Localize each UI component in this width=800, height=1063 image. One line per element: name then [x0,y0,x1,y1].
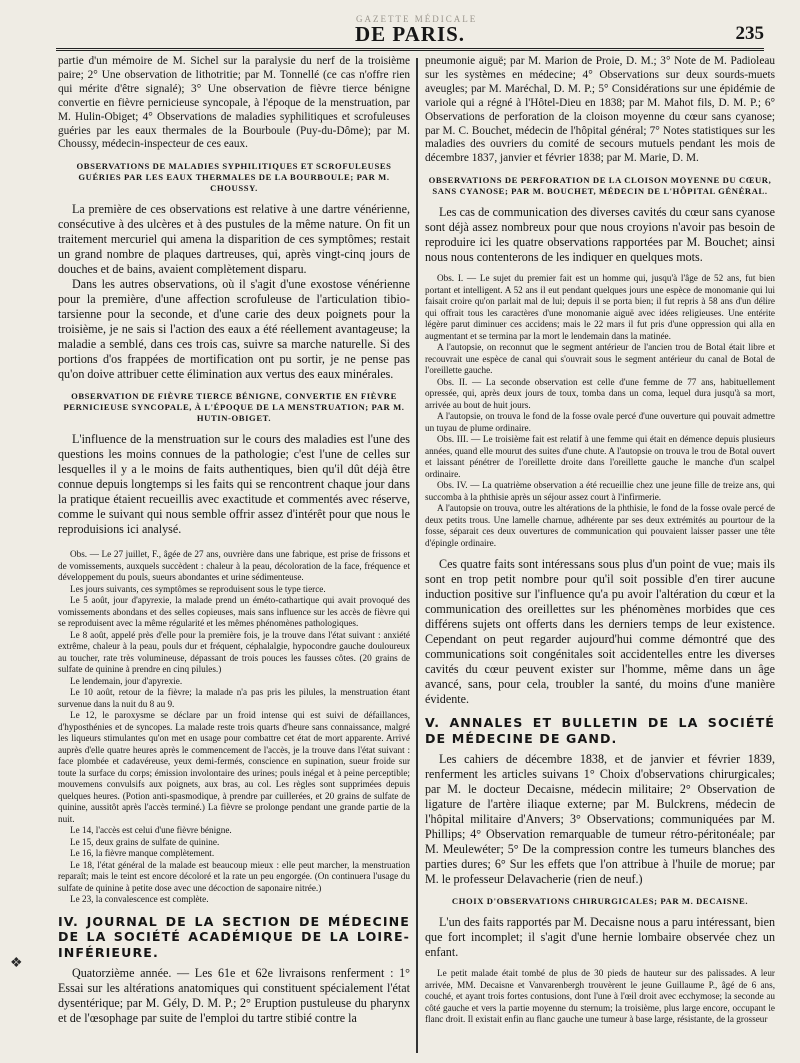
case-note: Le lendemain, jour d'apyrexie. [70,675,183,686]
paragraph: Ces quatre faits sont intéressans sous plus d'un point de vue; mais ils sont en trop petit nombre pour qu'il soit possible d'en tirer aucune induction positive sur l'influence qu'a pu avoir l'altération du cœur et la communication des oreillettes sur les phénomènes morbides que ces différens sujets ont offerts dans les derniers temps de leur existence. Cependant on peut regarder aujourd'hui comme démontré que des communications soit congénitales soit accidentelles entre les diverses cavités du cœur peuvent exister sur l'homme, même dans un âge avancé, sans, pour cela, troubler la santé, du moins d'une manière évidente. [425,557,775,707]
case-note: Le 18, l'état général de la malade est beaucoup mieux : elle peut marcher, la menstruation reparaît; mais le teint est encore décoloré et la rate un peu engorgée. (On continuera l'usage du sulfate de quinine à petite dose avec une décoction de saponaire nitrée.) [58,859,410,893]
column-divider [416,58,418,1053]
running-title-faint: GAZETTE MÉDICALE [356,14,478,24]
case-note: Le 16, la fièvre manque complètement. [70,848,215,859]
article-heading: OBSERVATIONS DE PERFORATION DE LA CLOISON MOYENNE DU CŒUR, SANS CYANOSE; PAR M. BOUCHET, MÉDECIN DE L'HÔPITAL GÉNÉRAL. [428,175,772,197]
case-note: Obs. — Le 27 juillet, F., âgée de 27 ans, ouvrière dans une fabrique, est prise de frissons et de vomissements, auxquels succèdent : chaleur à la peau, décoloration de la face, fréquence et développement du pouls, sueurs abondantes et urine sédimenteuse. [58,549,410,583]
paragraph: La première de ces observations est relative à une dartre vénérienne, consécutive à des ulcères et à des pustules de la même nature. On fit un traitement mercuriel qui amena la disparition de ces symptômes; restait un grand nombre de plaques dartreuses, qui, après vingt-cinq jours de douches et de bains, avaient complètement disparu. [58,202,410,277]
paragraph: Les cas de communication des diverses cavités du cœur sans cyanose sont déjà assez nombreux pour que nous croyions n'avoir pas besoin de reproduire ici les quatre observations rapportées par M. Bouchet; ainsi nous nous contenterons de les indiquer en quelques mots. [425,205,775,265]
case-note: Obs. III. — Le troisième fait est relatif à une femme qui était en démence depuis plusieurs années, quand elle mourut des suites d'une chute. A l'autopsie on trouva le trou de Botal ouvert et laissant pénétrer de l'oreillette droite dans l'oreillette gauche le manche d'un scalpel ordinaire. [425,434,775,479]
case-note: A l'autopsie on trouva, outre les altérations de la phthisie, le fond de la fosse ovale percé de deux petits trous. Une lamelle charnue, adhérente par ses deux extrémités au pourtour de la fosse, séparait ces deux ouvertures de communication qui pouvaient laisser passer une tête d'épingle ordinaire. [425,503,775,548]
margin-ornament-icon: ❖ [10,956,23,971]
section-title: V. ANNALES ET BULLETIN DE LA SOCIÉTÉ DE MÉDECINE DE GAND. [425,715,775,746]
paragraph: pneumonie aiguë; par M. Marion de Proie, D. M.; 3° Note de M. Padioleau sur les systèmes en médecine; 4° Observations sur deux sourds-muets aveugles; par M. Maréchal, D. M. P.; 5° Considérations sur une épidémie de variole qui a régné à l'Hôtel-Dieu en 1838; par M. Mahot fils, D. M. P.; 6° Observations de perforation de la cloison moyenne du cœur sans cyanose; par M. C. Bouchet, médecin de l'hôpital général; 7° Notes statistiques sur les maladies des ouvriers du comité de secours mutuels pendant les mois de décembre 1837, janvier et février 1838; par M. Marie, D. M. [425,55,775,165]
page-number: 235 [735,23,764,44]
article-heading: CHOIX D'OBSERVATIONS CHIRURGICALES; PAR M. DECAISNE. [451,896,749,907]
paragraph: partie d'un mémoire de M. Sichel sur la paralysie du nerf de la troisième paire; 2° Une observation de lithotritie; par M. Tonnellé (ce cas n'offre rien qui mérite d'être signalé); 3° Une observation de fièvre tierce bénigne convertie en fièvre pernicieuse syncopale, à l'époque de la menstruation, par M. Hulin-Obiget; 4° Observations de maladies syphilitiques et scrofuleuses guéries par les eaux thermales de la Bourboule (Puy-du-Dôme); par M. Choussy, médecin-inspecteur de ces eaux. [58,55,410,151]
case-note: Le petit malade était tombé de plus de 30 pieds de hauteur sur des palissades. A leur arrivée, MM. Decaisne et Vanvarenbergh trouvèrent le jeune Guillaume P., âgé de 6 ans, couché, et ayant trois fortes contusions, dont l'une à l'œil droit avec ecchymose; la seconde au côté gauche et vers la partie moyenne du sternum; la troisième, plus large encore, occupant le flanc droit. Il existait enfin au flanc gauche une tumeur à base large, résistante, de la grosseur [425,968,775,1025]
case-note: Le 23, la convalescence est complète. [70,894,209,905]
case-note: Le 12, le paroxysme se déclare par un froid intense qui est suivi de défaillances, d'hyposthénies et de syncopes. La malade reste trois quarts d'heure sans connaissance, malgré les liqueurs stimulantes qu'on met en usage pour combattre cet état de mort apparente. Arrivé auprès d'elle quatre heures après le commencement de l'accès, je la trouve dans l'état suivant : face plombée et cadavéreuse, yeux demi-fermés, conscience en supination, sueur froide sur toute la surface du corps; émission involontaire des urines; pouls inégal et à peine perceptible; mouvemens convulsifs aux poignets, aux bras, au col. Les règles sont supprimées depuis quelques heures. (Potion anti-spasmodique, à prendre par cuillerées, et 20 grains de sulfate de quinine, aussitôt après l'accès terminé.) La fièvre se prolonge pendant une grande partie de la nuit. [58,710,410,824]
page-title: DE PARIS. [354,22,466,46]
case-note: Le 10 août, retour de la fièvre; la malade n'a pas pris les pilules, la menstruation étant survenue dans la nuit du 8 au 9. [58,687,410,709]
article-heading: OBSERVATION DE FIÈVRE TIERCE BÉNIGNE, CONVERTIE EN FIÈVRE PERNICIEUSE SYNCOPALE, À L'ÉPOQUE DE LA MENSTRUATION; PAR M. HUTIN-OBIGET. [63,391,405,424]
paragraph: Les cahiers de décembre 1838, et de janvier et février 1839, renferment les articles suivans 1° Choix d'observations chirurgicales; par M. le docteur Decaisne, médecin militaire; 2° Observation de ligature de l'artère iliaque externe; par M. Bulckrens, médecin de l'hôpital militaire d'Anvers; 3° Observations; communiquées par M. Phillips; 4° Observation remarquable de tumeur rétro-péritonéale; par M. Meulewéter; 5° De la compression contre les tumeurs blanches des parties dures; 6° Sur les effets que l'on attribue à l'huile de morue; par M. le professeur Delavacherie (rien de neuf.) [425,752,775,887]
case-note: Le 14, l'accès est celui d'une fièvre bénigne. [70,825,232,836]
paragraph: Quatorzième année. — Les 61e et 62e livraisons renferment : 1° Essai sur les altérations anatomiques qui constituent spécialement l'état dysentérique; par M. Gély, D. M. P.; 2° Eruption pustuleuse du pharynx et de l'œsophage par suite de l'emploi du tartre stibié contre la [58,966,410,1026]
case-note: Obs. I. — Le sujet du premier fait est un homme qui, jusqu'à l'âge de 52 ans, fut bien portant et intelligent. A 52 ans il eut pendant quelques jours une espèce de monomanie qui lui faisait croire qu'on parlait mal de lui; depuis il se porta bien; il fut repris à 58 ans d'un délire qui offrait tous les caractères d'une monomanie aiguë avec idées religieuses. Une entérite légère parut diminuer ces accidens; mais le 22 mars il fut pris d'une oppression qui alla en augmentant et se termina par la mort le lendemain dans la matinée. [425,273,775,341]
page-header [56,14,764,51]
paragraph: Dans les autres observations, où il s'agit d'une exostose vénérienne pour la première, d'une affection scrofuleuse de l'articulation tibio-tarsienne pour la seconde, et d'une carie des deux poignets pour la troisième, je ne sais si l'action des eaux a été réellement avantageuse; la maladie a semblé, dans ces trois cas, suivre sa marche naturelle. Si des portions d'os frappées de mortification ont pu sortir, je ne pense pas qu'on doive attribuer cette élimination aux vertus des eaux minérales. [58,277,410,382]
case-note: A l'autopsie, on trouva le fond de la fosse ovale percé d'une ouverture qui pouvait admettre un tuyau de plume ordinaire. [425,411,775,433]
right-column [425,55,775,1057]
case-note: Obs. IV. — La quatrième observation a été recueillie chez une jeune fille de treize ans, qui succomba à la phthisie après un séjour assez court à l'infirmerie. [425,480,775,502]
case-note: Les jours suivants, ces symptômes se reproduisent sous le type tierce. [70,583,326,594]
paragraph: L'influence de la menstruation sur le cours des maladies est l'une des questions les moins connues de la pathologie; c'est l'une de celles sur lesquelles il y a le moins de faits authentiques, bien qu'il dût déjà être connue depuis longtemps si les faits qui se rencontrent chaque jour dans la pratique étaient recueillis avec exactitude et commentés avec réserve, comme le suivant qui nous semble offrir assez d'intérêt pour que nous le reproduisions ici analysé. [58,432,410,537]
article-heading: OBSERVATIONS DE MALADIES SYPHILITIQUES ET SCROFULEUSES GUÉRIES PAR LES EAUX THERMALES DE LA BOURBOULE; PAR M. CHOUSSY. [76,161,392,194]
case-note: Le 5 août, jour d'apyrexie, la malade prend un éméto-cathartique qui avait provoqué des vomissements abondans et des selles copieuses, mais sans influence sur les accès de fièvre qui se reproduisent avec la même régularité et les mêmes phénomènes pathologiques. [58,595,410,629]
section-title: IV. JOURNAL DE LA SECTION DE MÉDECINE DE LA SOCIÉTÉ ACADÉMIQUE DE LA LOIRE-INFÉRIEURE. [58,913,410,960]
case-note: Obs. II. — La seconde observation est celle d'une femme de 77 ans, habituellement opressée, qui, après deux jours de toux, tomba dans un coma, lequel dura jusqu'à sa mort, arrivée au bout de huit jours. [425,376,775,410]
case-note: Le 15, deux grains de sulfate de quinine. [70,836,220,847]
paragraph: L'un des faits rapportés par M. Decaisne nous a paru intéressant, bien que fort incomplet; il s'agit d'une hernie lombaire observée chez un enfant. [425,915,775,960]
case-note: Le 8 août, appelé près d'elle pour la première fois, je la trouve dans l'état suivant : anxiété extrême, chaleur à la peau, pouls dur et fréquent, céphalalgie, hypocondre gauche douloureux au toucher, rate très volumineuse, dépassant de trois pouces les fausses côtes. (20 grains de sulfate de quinine à prendre en cinq pilules.) [58,629,410,675]
left-column [58,55,410,1057]
case-note: A l'autopsie, on reconnut que le segment antérieur de l'ancien trou de Botal était libre et recouvrait une espèce de canal qui s'ouvrait sous le segment antérieur du canal de Botal de l'oreillette gauche. [425,342,775,376]
